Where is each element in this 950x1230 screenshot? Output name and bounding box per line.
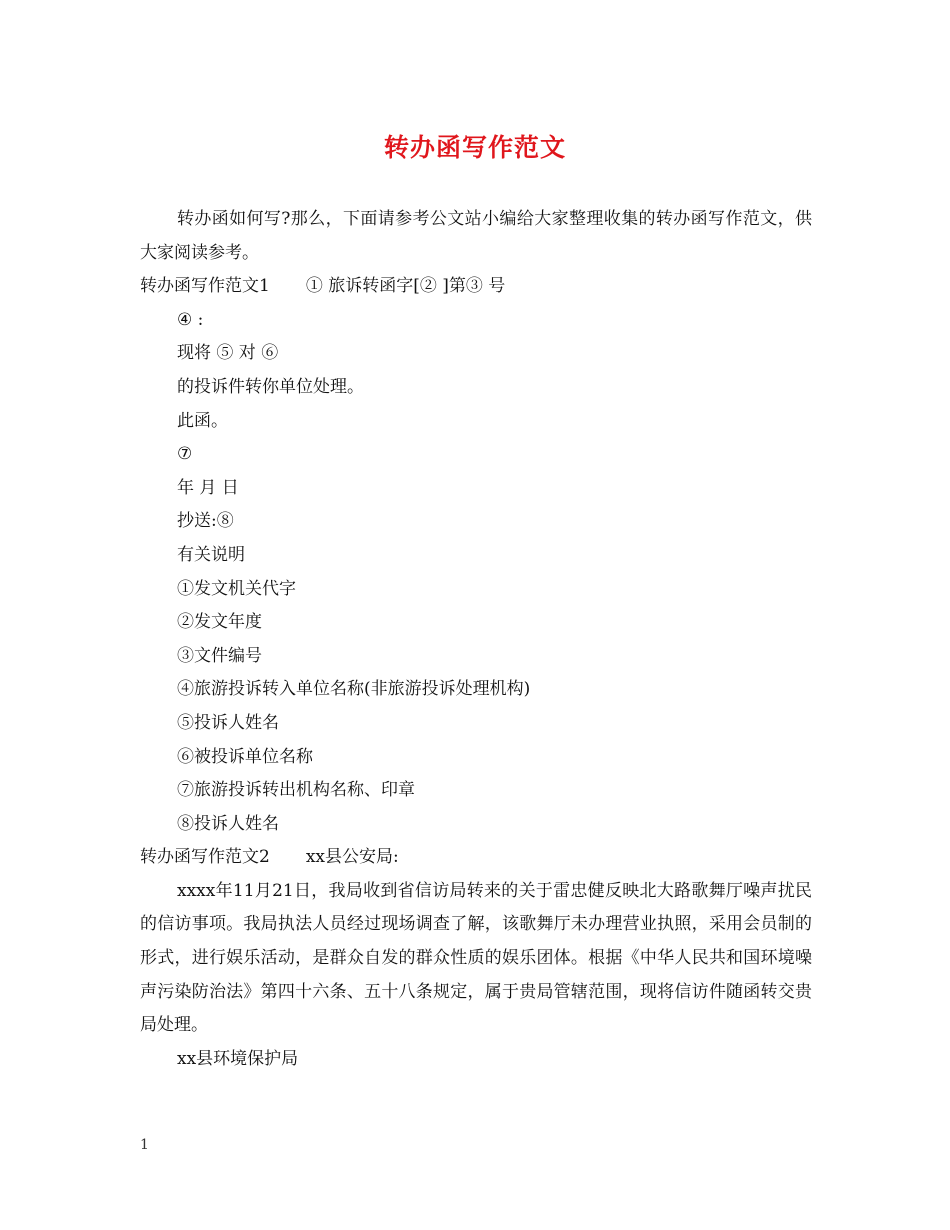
sample1-line: 抄送:⑧	[177, 511, 234, 532]
sample1-line: ⑧投诉人姓名	[177, 813, 279, 834]
sample1-line: 的投诉件转你单位处理。	[177, 376, 364, 397]
sample1-line: 此函。	[177, 410, 228, 431]
sample1-line: ⑦旅游投诉转出机构名称、印章	[177, 780, 415, 801]
document-title: 转办函写作范文	[383, 133, 566, 162]
sample2-paragraph: xxxx年11月21日，我局收到省信访局转来的关于雷忠健反映北大路歌舞厅噪声扰民的信访事项。我局执法人员经过现场调查了解，该歌舞厅未办理营业执照，采用会员制的形式，进行娱乐活动，是群众自发的群众性质的娱乐团体。根据《中华人民共和国环境噪声污染防治法》第四十六条、五十八条规定，属于贵局管辖范围，现将信访件随函转交贵局处理。	[140, 880, 812, 1036]
sample2-heading-line	[140, 841, 812, 875]
sample2-signature: xx县环境保护局	[177, 1048, 299, 1069]
sample1-line: ①发文机关代字	[177, 578, 296, 599]
document-body	[140, 203, 812, 1076]
sample1-line: 现将 ⑤ 对 ⑥	[177, 343, 279, 364]
sample1-heading-tail: ① 旅诉转函字[② ]第③ 号	[305, 276, 506, 297]
page-number: 1	[140, 1137, 149, 1153]
sample2-heading-tail: xx县公安局:	[305, 847, 399, 868]
intro-paragraph: 转办函如何写?那么，下面请参考公文站小编给大家整理收集的转办函写作范文，供大家阅读参考。	[140, 209, 812, 263]
sample1-line: ⑤投诉人姓名	[177, 712, 279, 733]
sample1-line: 有关说明	[177, 544, 245, 565]
sample1-line: ②发文年度	[177, 612, 262, 633]
sample1-line: 年 月 日	[177, 477, 239, 498]
sample1-heading-line	[140, 270, 812, 304]
sample1-line: ⑦	[177, 444, 193, 465]
sample1-line: ⑥被投诉单位名称	[177, 746, 313, 767]
sample1-line: ③文件编号	[177, 645, 262, 666]
sample1-line: ④ :	[177, 309, 204, 330]
sample2-heading: 转办函写作范文2	[140, 847, 270, 868]
sample1-heading: 转办函写作范文1	[140, 276, 270, 297]
sample1-line: ④旅游投诉转入单位名称(非旅游投诉处理机构)	[177, 679, 531, 700]
